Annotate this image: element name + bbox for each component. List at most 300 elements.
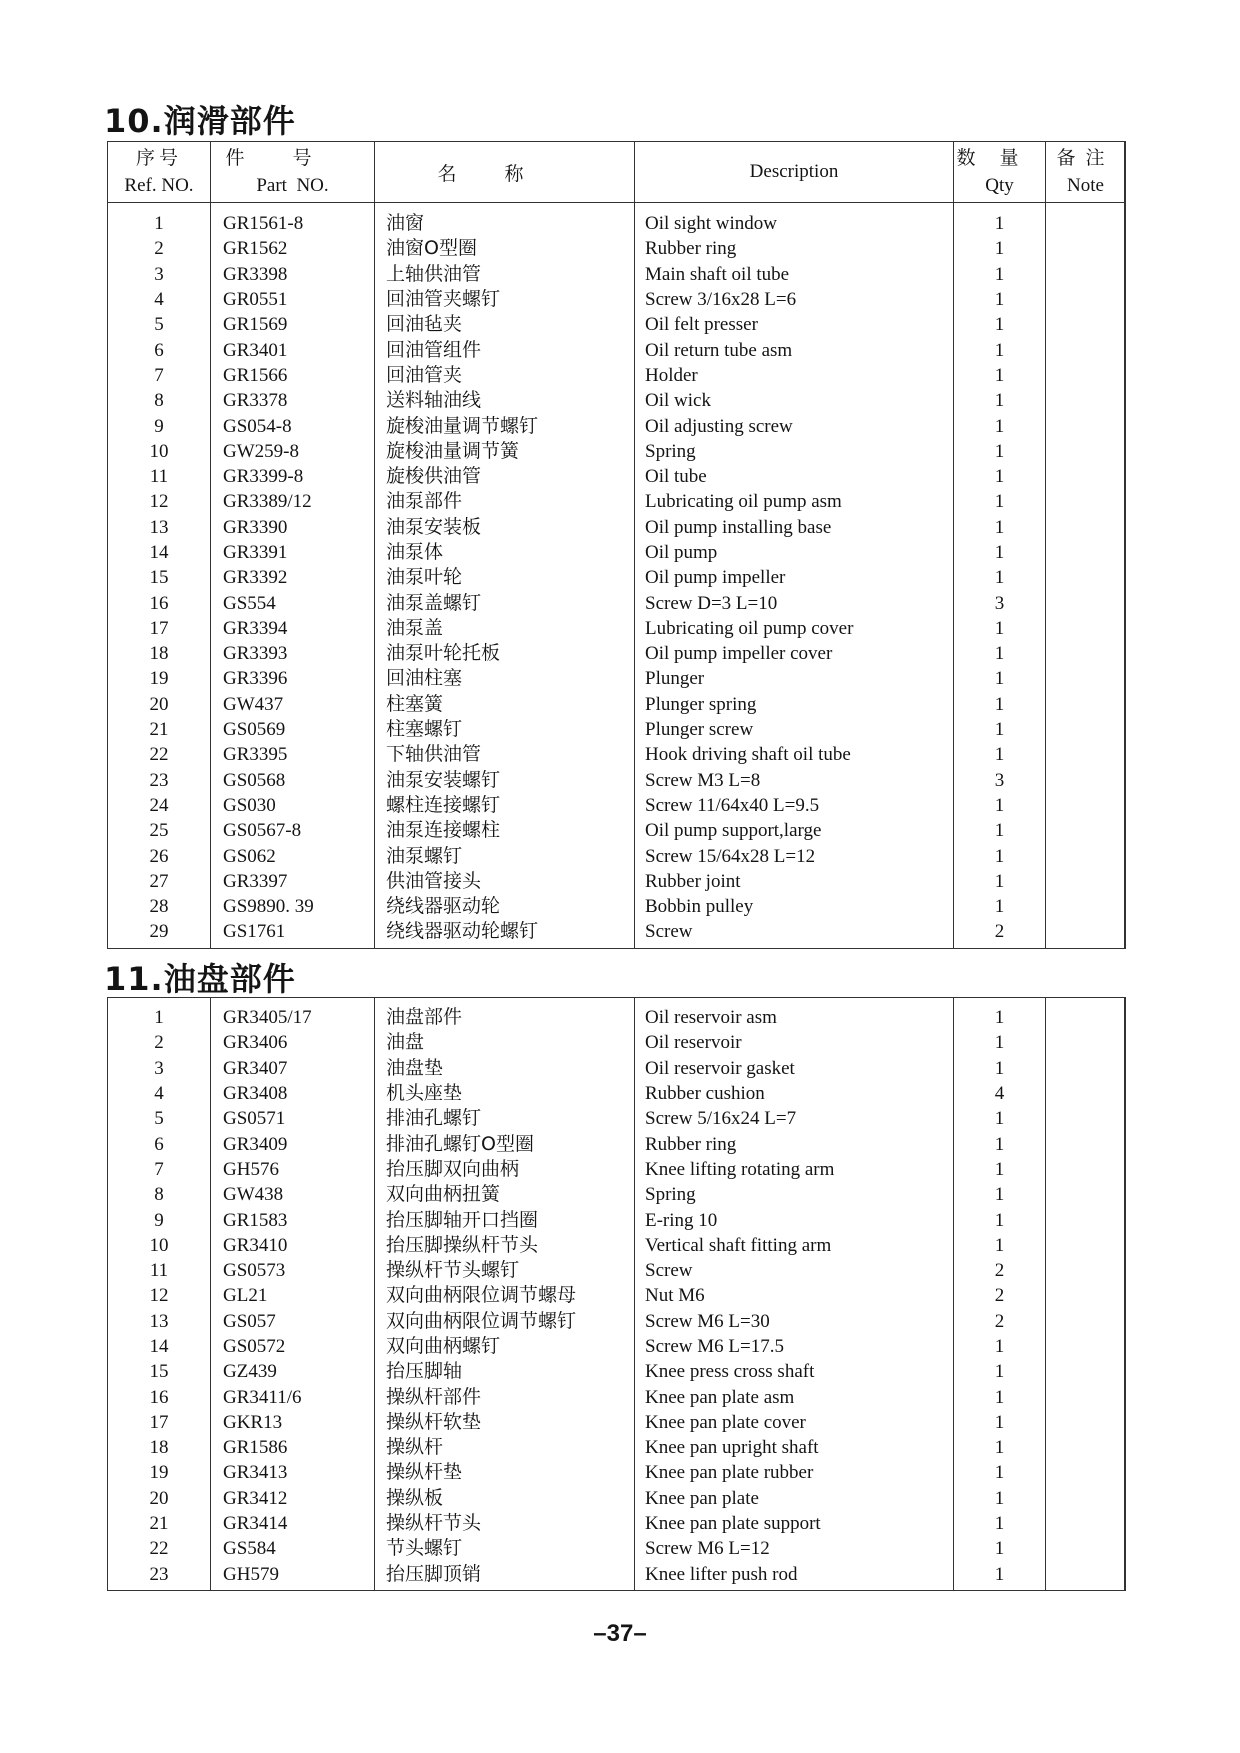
part-number-cell: GR3378 bbox=[211, 388, 375, 413]
table-row bbox=[108, 1207, 1126, 1232]
chinese-name-cell: 油泵叶轮托板 bbox=[375, 641, 635, 666]
chinese-name-cell: 双向曲柄螺钉 bbox=[375, 1334, 635, 1359]
chinese-name-cell: 抬压脚轴开口挡圈 bbox=[375, 1207, 635, 1232]
part-number-cell: GR3399-8 bbox=[211, 464, 375, 489]
quantity-cell: 1 bbox=[954, 1056, 1046, 1081]
ref-cell: 9 bbox=[108, 413, 211, 438]
part-number-cell: GR3390 bbox=[211, 515, 375, 540]
table-row bbox=[108, 843, 1126, 868]
note-cell bbox=[1046, 1460, 1126, 1485]
header-qty bbox=[954, 142, 1046, 203]
table-row bbox=[108, 997, 1126, 1030]
part-number-cell: GW438 bbox=[211, 1182, 375, 1207]
table-row bbox=[108, 1309, 1126, 1334]
chinese-name-cell: 操纵板 bbox=[375, 1486, 635, 1511]
table-row bbox=[108, 1359, 1126, 1384]
part-number-cell: GR3395 bbox=[211, 742, 375, 767]
ref-cell: 3 bbox=[108, 1056, 211, 1081]
note-cell bbox=[1046, 641, 1126, 666]
part-number-cell: GS0573 bbox=[211, 1258, 375, 1283]
ref-cell: 25 bbox=[108, 818, 211, 843]
description-cell: Lubricating oil pump asm bbox=[635, 489, 954, 514]
quantity-cell: 1 bbox=[954, 843, 1046, 868]
chinese-name-cell: 抬压脚轴 bbox=[375, 1359, 635, 1384]
chinese-name-cell: 绕线器驱动轮螺钉 bbox=[375, 919, 635, 948]
description-cell: Plunger spring bbox=[635, 692, 954, 717]
chinese-name-cell: 油泵叶轮 bbox=[375, 565, 635, 590]
table-row bbox=[108, 515, 1126, 540]
table-row bbox=[108, 388, 1126, 413]
quantity-cell: 2 bbox=[954, 1309, 1046, 1334]
ref-cell: 12 bbox=[108, 1283, 211, 1308]
table-row bbox=[108, 1486, 1126, 1511]
ref-cell: 29 bbox=[108, 919, 211, 948]
quantity-cell: 1 bbox=[954, 388, 1046, 413]
part-number-cell: GR3392 bbox=[211, 565, 375, 590]
note-cell bbox=[1046, 742, 1126, 767]
description-cell: Oil sight window bbox=[635, 203, 954, 237]
part-number-cell: GR1586 bbox=[211, 1435, 375, 1460]
chinese-name-cell: 油泵安装板 bbox=[375, 515, 635, 540]
description-cell: Knee pan plate cover bbox=[635, 1410, 954, 1435]
chinese-name-cell: 油泵盖 bbox=[375, 616, 635, 641]
quantity-cell: 1 bbox=[954, 1460, 1046, 1485]
description-cell: Vertical shaft fitting arm bbox=[635, 1233, 954, 1258]
part-number-cell: GR3394 bbox=[211, 616, 375, 641]
quantity-cell: 1 bbox=[954, 869, 1046, 894]
header-name-cn: 名称 bbox=[437, 162, 572, 185]
table-row bbox=[108, 1157, 1126, 1182]
description-cell: Spring bbox=[635, 439, 954, 464]
ref-cell: 10 bbox=[108, 1233, 211, 1258]
table-row bbox=[108, 203, 1126, 237]
table-row bbox=[108, 413, 1126, 438]
note-cell bbox=[1046, 843, 1126, 868]
ref-cell: 17 bbox=[108, 616, 211, 641]
ref-cell: 2 bbox=[108, 236, 211, 261]
chinese-name-cell: 操纵杆软垫 bbox=[375, 1410, 635, 1435]
note-cell bbox=[1046, 515, 1126, 540]
description-cell: Rubber cushion bbox=[635, 1081, 954, 1106]
description-cell: Nut M6 bbox=[635, 1283, 954, 1308]
description-cell: Oil pump bbox=[635, 540, 954, 565]
quantity-cell: 1 bbox=[954, 203, 1046, 237]
table-row bbox=[108, 1106, 1126, 1131]
description-cell: Screw bbox=[635, 919, 954, 948]
table-row bbox=[108, 236, 1126, 261]
part-number-cell: GR3391 bbox=[211, 540, 375, 565]
header-name bbox=[375, 142, 635, 203]
ref-cell: 26 bbox=[108, 843, 211, 868]
table-row bbox=[108, 1283, 1126, 1308]
part-number-cell: GR0551 bbox=[211, 287, 375, 312]
chinese-name-cell: 抬压脚双向曲柄 bbox=[375, 1157, 635, 1182]
note-cell bbox=[1046, 262, 1126, 287]
quantity-cell: 1 bbox=[954, 489, 1046, 514]
header-ref bbox=[108, 142, 211, 203]
table-row bbox=[108, 1511, 1126, 1536]
table-row bbox=[108, 489, 1126, 514]
table-row bbox=[108, 1562, 1126, 1591]
quantity-cell: 1 bbox=[954, 312, 1046, 337]
ref-cell: 14 bbox=[108, 540, 211, 565]
part-number-cell: GH576 bbox=[211, 1157, 375, 1182]
table-row bbox=[108, 1410, 1126, 1435]
note-cell bbox=[1046, 203, 1126, 237]
ref-cell: 12 bbox=[108, 489, 211, 514]
description-cell: Oil felt presser bbox=[635, 312, 954, 337]
description-cell: Screw 3/16x28 L=6 bbox=[635, 287, 954, 312]
table-row bbox=[108, 641, 1126, 666]
table-row bbox=[108, 894, 1126, 919]
chinese-name-cell: 螺柱连接螺钉 bbox=[375, 793, 635, 818]
note-cell bbox=[1046, 1359, 1126, 1384]
part-number-cell: GS0567-8 bbox=[211, 818, 375, 843]
chinese-name-cell: 油窗O型圈 bbox=[375, 236, 635, 261]
ref-cell: 15 bbox=[108, 565, 211, 590]
ref-cell: 7 bbox=[108, 363, 211, 388]
table-row bbox=[108, 464, 1126, 489]
section-11-title: 11.油盘部件 bbox=[104, 960, 296, 998]
header-note bbox=[1046, 142, 1126, 203]
note-cell bbox=[1046, 1207, 1126, 1232]
description-cell: Oil pump impeller cover bbox=[635, 641, 954, 666]
ref-cell: 5 bbox=[108, 312, 211, 337]
chinese-name-cell: 回油管组件 bbox=[375, 337, 635, 362]
description-cell: Rubber ring bbox=[635, 1131, 954, 1156]
ref-cell: 20 bbox=[108, 692, 211, 717]
chinese-name-cell: 油泵安装螺钉 bbox=[375, 768, 635, 793]
chinese-name-cell: 柱塞簧 bbox=[375, 692, 635, 717]
description-cell: Oil reservoir bbox=[635, 1030, 954, 1055]
part-number-cell: GW437 bbox=[211, 692, 375, 717]
note-cell bbox=[1046, 1258, 1126, 1283]
note-cell bbox=[1046, 1384, 1126, 1409]
chinese-name-cell: 抬压脚顶销 bbox=[375, 1562, 635, 1591]
chinese-name-cell: 油泵盖螺钉 bbox=[375, 590, 635, 615]
chinese-name-cell: 油盘垫 bbox=[375, 1056, 635, 1081]
table-row bbox=[108, 692, 1126, 717]
note-cell bbox=[1046, 919, 1126, 948]
description-cell: Rubber ring bbox=[635, 236, 954, 261]
description-cell: Knee pan upright shaft bbox=[635, 1435, 954, 1460]
ref-cell: 7 bbox=[108, 1157, 211, 1182]
note-cell bbox=[1046, 793, 1126, 818]
quantity-cell: 1 bbox=[954, 1511, 1046, 1536]
description-cell: Screw 11/64x40 L=9.5 bbox=[635, 793, 954, 818]
description-cell: Knee pan plate asm bbox=[635, 1384, 954, 1409]
quantity-cell: 1 bbox=[954, 1435, 1046, 1460]
part-number-cell: GR3396 bbox=[211, 666, 375, 691]
part-number-cell: GS0572 bbox=[211, 1334, 375, 1359]
ref-cell: 10 bbox=[108, 439, 211, 464]
quantity-cell: 1 bbox=[954, 1384, 1046, 1409]
note-cell bbox=[1046, 1081, 1126, 1106]
table-row bbox=[108, 1435, 1126, 1460]
note-cell bbox=[1046, 1182, 1126, 1207]
ref-cell: 23 bbox=[108, 1562, 211, 1591]
chinese-name-cell: 旋梭油量调节螺钉 bbox=[375, 413, 635, 438]
quantity-cell: 1 bbox=[954, 515, 1046, 540]
table-row bbox=[108, 1081, 1126, 1106]
note-cell bbox=[1046, 337, 1126, 362]
note-cell bbox=[1046, 1106, 1126, 1131]
description-cell: E-ring 10 bbox=[635, 1207, 954, 1232]
chinese-name-cell: 操纵杆 bbox=[375, 1435, 635, 1460]
description-cell: Screw bbox=[635, 1258, 954, 1283]
ref-cell: 3 bbox=[108, 262, 211, 287]
lubrication-parts-table bbox=[107, 141, 1126, 949]
chinese-name-cell: 供油管接头 bbox=[375, 869, 635, 894]
chinese-name-cell: 回油柱塞 bbox=[375, 666, 635, 691]
description-cell: Oil adjusting screw bbox=[635, 413, 954, 438]
table-row bbox=[108, 616, 1126, 641]
part-number-cell: GR3393 bbox=[211, 641, 375, 666]
description-cell: Plunger bbox=[635, 666, 954, 691]
quantity-cell: 1 bbox=[954, 1207, 1046, 1232]
header-qty-en: Qty bbox=[985, 175, 1014, 196]
part-number-cell: GR3409 bbox=[211, 1131, 375, 1156]
table-row bbox=[108, 1334, 1126, 1359]
part-number-cell: GS0568 bbox=[211, 768, 375, 793]
quantity-cell: 1 bbox=[954, 616, 1046, 641]
quantity-cell: 1 bbox=[954, 413, 1046, 438]
note-cell bbox=[1046, 616, 1126, 641]
header-note-en: Note bbox=[1067, 175, 1104, 196]
ref-cell: 21 bbox=[108, 717, 211, 742]
table-row bbox=[108, 1258, 1126, 1283]
table-row bbox=[108, 742, 1126, 767]
note-cell bbox=[1046, 1233, 1126, 1258]
quantity-cell: 2 bbox=[954, 919, 1046, 948]
chinese-name-cell: 油盘部件 bbox=[375, 997, 635, 1030]
oil-reservoir-parts-body bbox=[108, 997, 1126, 1591]
part-number-cell: GR3414 bbox=[211, 1511, 375, 1536]
ref-cell: 24 bbox=[108, 793, 211, 818]
chinese-name-cell: 回油管夹 bbox=[375, 363, 635, 388]
ref-cell: 6 bbox=[108, 337, 211, 362]
note-cell bbox=[1046, 540, 1126, 565]
quantity-cell: 3 bbox=[954, 590, 1046, 615]
chinese-name-cell: 回油毡夹 bbox=[375, 312, 635, 337]
description-cell: Screw M6 L=17.5 bbox=[635, 1334, 954, 1359]
header-part-en: Part NO. bbox=[256, 175, 329, 196]
quantity-cell: 1 bbox=[954, 262, 1046, 287]
table-row bbox=[108, 1233, 1126, 1258]
ref-cell: 4 bbox=[108, 287, 211, 312]
table-row bbox=[108, 1131, 1126, 1156]
note-cell bbox=[1046, 997, 1126, 1030]
note-cell bbox=[1046, 439, 1126, 464]
chinese-name-cell: 回油管夹螺钉 bbox=[375, 287, 635, 312]
table-row bbox=[108, 363, 1126, 388]
part-number-cell: GR3410 bbox=[211, 1233, 375, 1258]
ref-cell: 11 bbox=[108, 464, 211, 489]
chinese-name-cell: 油窗 bbox=[375, 203, 635, 237]
ref-cell: 18 bbox=[108, 1435, 211, 1460]
description-cell: Screw 15/64x28 L=12 bbox=[635, 843, 954, 868]
ref-cell: 13 bbox=[108, 515, 211, 540]
note-cell bbox=[1046, 1131, 1126, 1156]
description-cell: Lubricating oil pump cover bbox=[635, 616, 954, 641]
quantity-cell: 1 bbox=[954, 742, 1046, 767]
description-cell: Rubber joint bbox=[635, 869, 954, 894]
chinese-name-cell: 油泵体 bbox=[375, 540, 635, 565]
quantity-cell: 1 bbox=[954, 894, 1046, 919]
table-row bbox=[108, 1056, 1126, 1081]
note-cell bbox=[1046, 869, 1126, 894]
note-cell bbox=[1046, 894, 1126, 919]
table-row bbox=[108, 1182, 1126, 1207]
ref-cell: 14 bbox=[108, 1334, 211, 1359]
table-header-row bbox=[108, 142, 1126, 203]
chinese-name-cell: 油泵部件 bbox=[375, 489, 635, 514]
description-cell: Plunger screw bbox=[635, 717, 954, 742]
chinese-name-cell: 抬压脚操纵杆节头 bbox=[375, 1233, 635, 1258]
note-cell bbox=[1046, 236, 1126, 261]
description-cell: Main shaft oil tube bbox=[635, 262, 954, 287]
part-number-cell: GR3401 bbox=[211, 337, 375, 362]
description-cell: Knee lifter push rod bbox=[635, 1562, 954, 1591]
chinese-name-cell: 油盘 bbox=[375, 1030, 635, 1055]
chinese-name-cell: 操纵杆部件 bbox=[375, 1384, 635, 1409]
ref-cell: 27 bbox=[108, 869, 211, 894]
chinese-name-cell: 操纵杆节头螺钉 bbox=[375, 1258, 635, 1283]
chinese-name-cell: 机头座垫 bbox=[375, 1081, 635, 1106]
header-part bbox=[211, 142, 375, 203]
quantity-cell: 1 bbox=[954, 1334, 1046, 1359]
part-number-cell: GS554 bbox=[211, 590, 375, 615]
ref-cell: 1 bbox=[108, 997, 211, 1030]
ref-cell: 23 bbox=[108, 768, 211, 793]
ref-cell: 5 bbox=[108, 1106, 211, 1131]
description-cell: Knee pan plate support bbox=[635, 1511, 954, 1536]
ref-cell: 28 bbox=[108, 894, 211, 919]
description-cell: Oil pump impeller bbox=[635, 565, 954, 590]
description-cell: Knee pan plate bbox=[635, 1486, 954, 1511]
table-row bbox=[108, 666, 1126, 691]
ref-cell: 21 bbox=[108, 1511, 211, 1536]
note-cell bbox=[1046, 287, 1126, 312]
quantity-cell: 1 bbox=[954, 287, 1046, 312]
part-number-cell: GS054-8 bbox=[211, 413, 375, 438]
quantity-cell: 1 bbox=[954, 1030, 1046, 1055]
note-cell bbox=[1046, 666, 1126, 691]
note-cell bbox=[1046, 818, 1126, 843]
quantity-cell: 1 bbox=[954, 540, 1046, 565]
chinese-name-cell: 排油孔螺钉 bbox=[375, 1106, 635, 1131]
table-row bbox=[108, 919, 1126, 948]
description-cell: Oil return tube asm bbox=[635, 337, 954, 362]
part-number-cell: GZ439 bbox=[211, 1359, 375, 1384]
part-number-cell: GH579 bbox=[211, 1562, 375, 1591]
section-10-title: 10.润滑部件 bbox=[104, 102, 296, 140]
note-cell bbox=[1046, 590, 1126, 615]
ref-cell: 2 bbox=[108, 1030, 211, 1055]
chinese-name-cell: 排油孔螺钉O型圈 bbox=[375, 1131, 635, 1156]
ref-cell: 8 bbox=[108, 388, 211, 413]
part-number-cell: GW259-8 bbox=[211, 439, 375, 464]
quantity-cell: 1 bbox=[954, 1233, 1046, 1258]
part-number-cell: GR1566 bbox=[211, 363, 375, 388]
quantity-cell: 1 bbox=[954, 363, 1046, 388]
quantity-cell: 1 bbox=[954, 666, 1046, 691]
table-row bbox=[108, 262, 1126, 287]
chinese-name-cell: 双向曲柄扭簧 bbox=[375, 1182, 635, 1207]
note-cell bbox=[1046, 1030, 1126, 1055]
part-number-cell: GR3405/17 bbox=[211, 997, 375, 1030]
header-ref-en: Ref. NO. bbox=[124, 175, 194, 196]
part-number-cell: GR1583 bbox=[211, 1207, 375, 1232]
part-number-cell: GR3398 bbox=[211, 262, 375, 287]
part-number-cell: GR3413 bbox=[211, 1460, 375, 1485]
quantity-cell: 1 bbox=[954, 997, 1046, 1030]
quantity-cell: 1 bbox=[954, 818, 1046, 843]
part-number-cell: GR1561-8 bbox=[211, 203, 375, 237]
quantity-cell: 4 bbox=[954, 1081, 1046, 1106]
description-cell: Screw D=3 L=10 bbox=[635, 590, 954, 615]
ref-cell: 16 bbox=[108, 1384, 211, 1409]
ref-cell: 18 bbox=[108, 641, 211, 666]
quantity-cell: 1 bbox=[954, 1359, 1046, 1384]
note-cell bbox=[1046, 312, 1126, 337]
ref-cell: 17 bbox=[108, 1410, 211, 1435]
quantity-cell: 1 bbox=[954, 1562, 1046, 1591]
oil-reservoir-parts-table bbox=[107, 997, 1126, 1591]
table-row bbox=[108, 1536, 1126, 1561]
description-cell: Screw 5/16x24 L=7 bbox=[635, 1106, 954, 1131]
lubrication-parts-body bbox=[108, 203, 1126, 949]
quantity-cell: 1 bbox=[954, 1410, 1046, 1435]
chinese-name-cell: 上轴供油管 bbox=[375, 262, 635, 287]
part-number-cell: GS584 bbox=[211, 1536, 375, 1561]
description-cell: Knee press cross shaft bbox=[635, 1359, 954, 1384]
note-cell bbox=[1046, 692, 1126, 717]
ref-cell: 11 bbox=[108, 1258, 211, 1283]
quantity-cell: 1 bbox=[954, 1536, 1046, 1561]
ref-cell: 20 bbox=[108, 1486, 211, 1511]
table-row bbox=[108, 1030, 1126, 1055]
chinese-name-cell: 双向曲柄限位调节螺母 bbox=[375, 1283, 635, 1308]
header-ref-cn: 序号 bbox=[135, 147, 182, 169]
chinese-name-cell: 油泵连接螺柱 bbox=[375, 818, 635, 843]
part-number-cell: GS0571 bbox=[211, 1106, 375, 1131]
table-row bbox=[108, 768, 1126, 793]
description-cell: Holder bbox=[635, 363, 954, 388]
note-cell bbox=[1046, 1562, 1126, 1591]
note-cell bbox=[1046, 1157, 1126, 1182]
note-cell bbox=[1046, 413, 1126, 438]
quantity-cell: 1 bbox=[954, 793, 1046, 818]
quantity-cell: 1 bbox=[954, 641, 1046, 666]
chinese-name-cell: 双向曲柄限位调节螺钉 bbox=[375, 1309, 635, 1334]
description-cell: Knee lifting rotating arm bbox=[635, 1157, 954, 1182]
chinese-name-cell: 送料轴油线 bbox=[375, 388, 635, 413]
table-row bbox=[108, 1460, 1126, 1485]
quantity-cell: 2 bbox=[954, 1283, 1046, 1308]
table-row bbox=[108, 590, 1126, 615]
quantity-cell: 1 bbox=[954, 337, 1046, 362]
ref-cell: 19 bbox=[108, 1460, 211, 1485]
description-cell: Oil pump support,large bbox=[635, 818, 954, 843]
ref-cell: 9 bbox=[108, 1207, 211, 1232]
note-cell bbox=[1046, 464, 1126, 489]
quantity-cell: 1 bbox=[954, 1131, 1046, 1156]
description-cell: Screw M6 L=30 bbox=[635, 1309, 954, 1334]
ref-cell: 22 bbox=[108, 742, 211, 767]
part-number-cell: GKR13 bbox=[211, 1410, 375, 1435]
note-cell bbox=[1046, 1511, 1126, 1536]
